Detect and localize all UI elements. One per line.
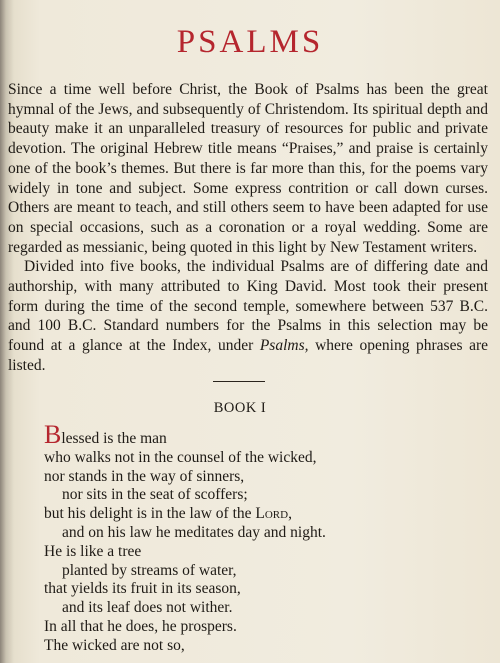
verse-line: nor stands in the way of sinners, [44, 467, 245, 485]
book-heading: BOOK I [213, 400, 267, 416]
verse-line-text: but his delight is in the law of the [44, 505, 256, 523]
section-divider [213, 381, 265, 382]
verse-line-text: lessed is the man [61, 430, 167, 447]
verse-line: He is like a tree [44, 542, 142, 560]
verse-line: nor sits in the seat of scoffers; [62, 486, 248, 504]
intro-paragraph-2 [8, 257, 488, 375]
page-title: PSALMS [176, 24, 324, 60]
verse-line: In all that he does, he prospers. [44, 617, 237, 635]
drop-cap: B [44, 420, 62, 449]
verse-line [44, 505, 484, 524]
intro-paragraph-2-text: Divided into five books, the individual Psalms are of differing date and authorship, with many attributed to King David. Most took their present form during the time of the second temple, somewhere between 537 B.C. and 100 B.C. Standard numbers for the Psalms in this selection may be found at a glance at the Index, under [8, 258, 488, 355]
verse-line [44, 420, 484, 449]
intro-paragraph-1: Since a time well before Christ, the Book of Psalms has been the great hymnal of the Jews, and subsequently of Christendom. Its spiritual depth and beauty make it an unparalleled treasury of resources for public and private devotion. The original Hebrew title means “Praises,” and praise is certainly one of the book’s themes. But there is far more than this, for the poems vary widely in tone and subject. Some express contrition or call down curses. Others are meant to teach, and still others seem to have been adapted for use on special occasions, such as a coronation or a royal wedding. Some are regarded as messianic, being quoted in this light by New Testament writers. [8, 81, 488, 256]
lord-small-caps: Lord [255, 505, 289, 523]
intro-psalms-italic: Psalms, [259, 337, 309, 355]
verse-line: and on his law he meditates day and night. [62, 523, 326, 541]
verse-line: and its leaf does not wither. [62, 599, 233, 617]
verse-line: who walks not in the counsel of the wicked, [44, 448, 317, 466]
verse-line: that yields its fruit in its season, [44, 580, 241, 598]
verse-line: planted by streams of water, [62, 561, 237, 579]
psalm-1-text [44, 420, 484, 656]
intro-paragraph-2-end: where opening phrases are listed. [8, 337, 488, 374]
verse-line: The wicked are not so, [44, 636, 185, 654]
introduction [8, 80, 488, 376]
verse-line-text: , [288, 505, 292, 523]
